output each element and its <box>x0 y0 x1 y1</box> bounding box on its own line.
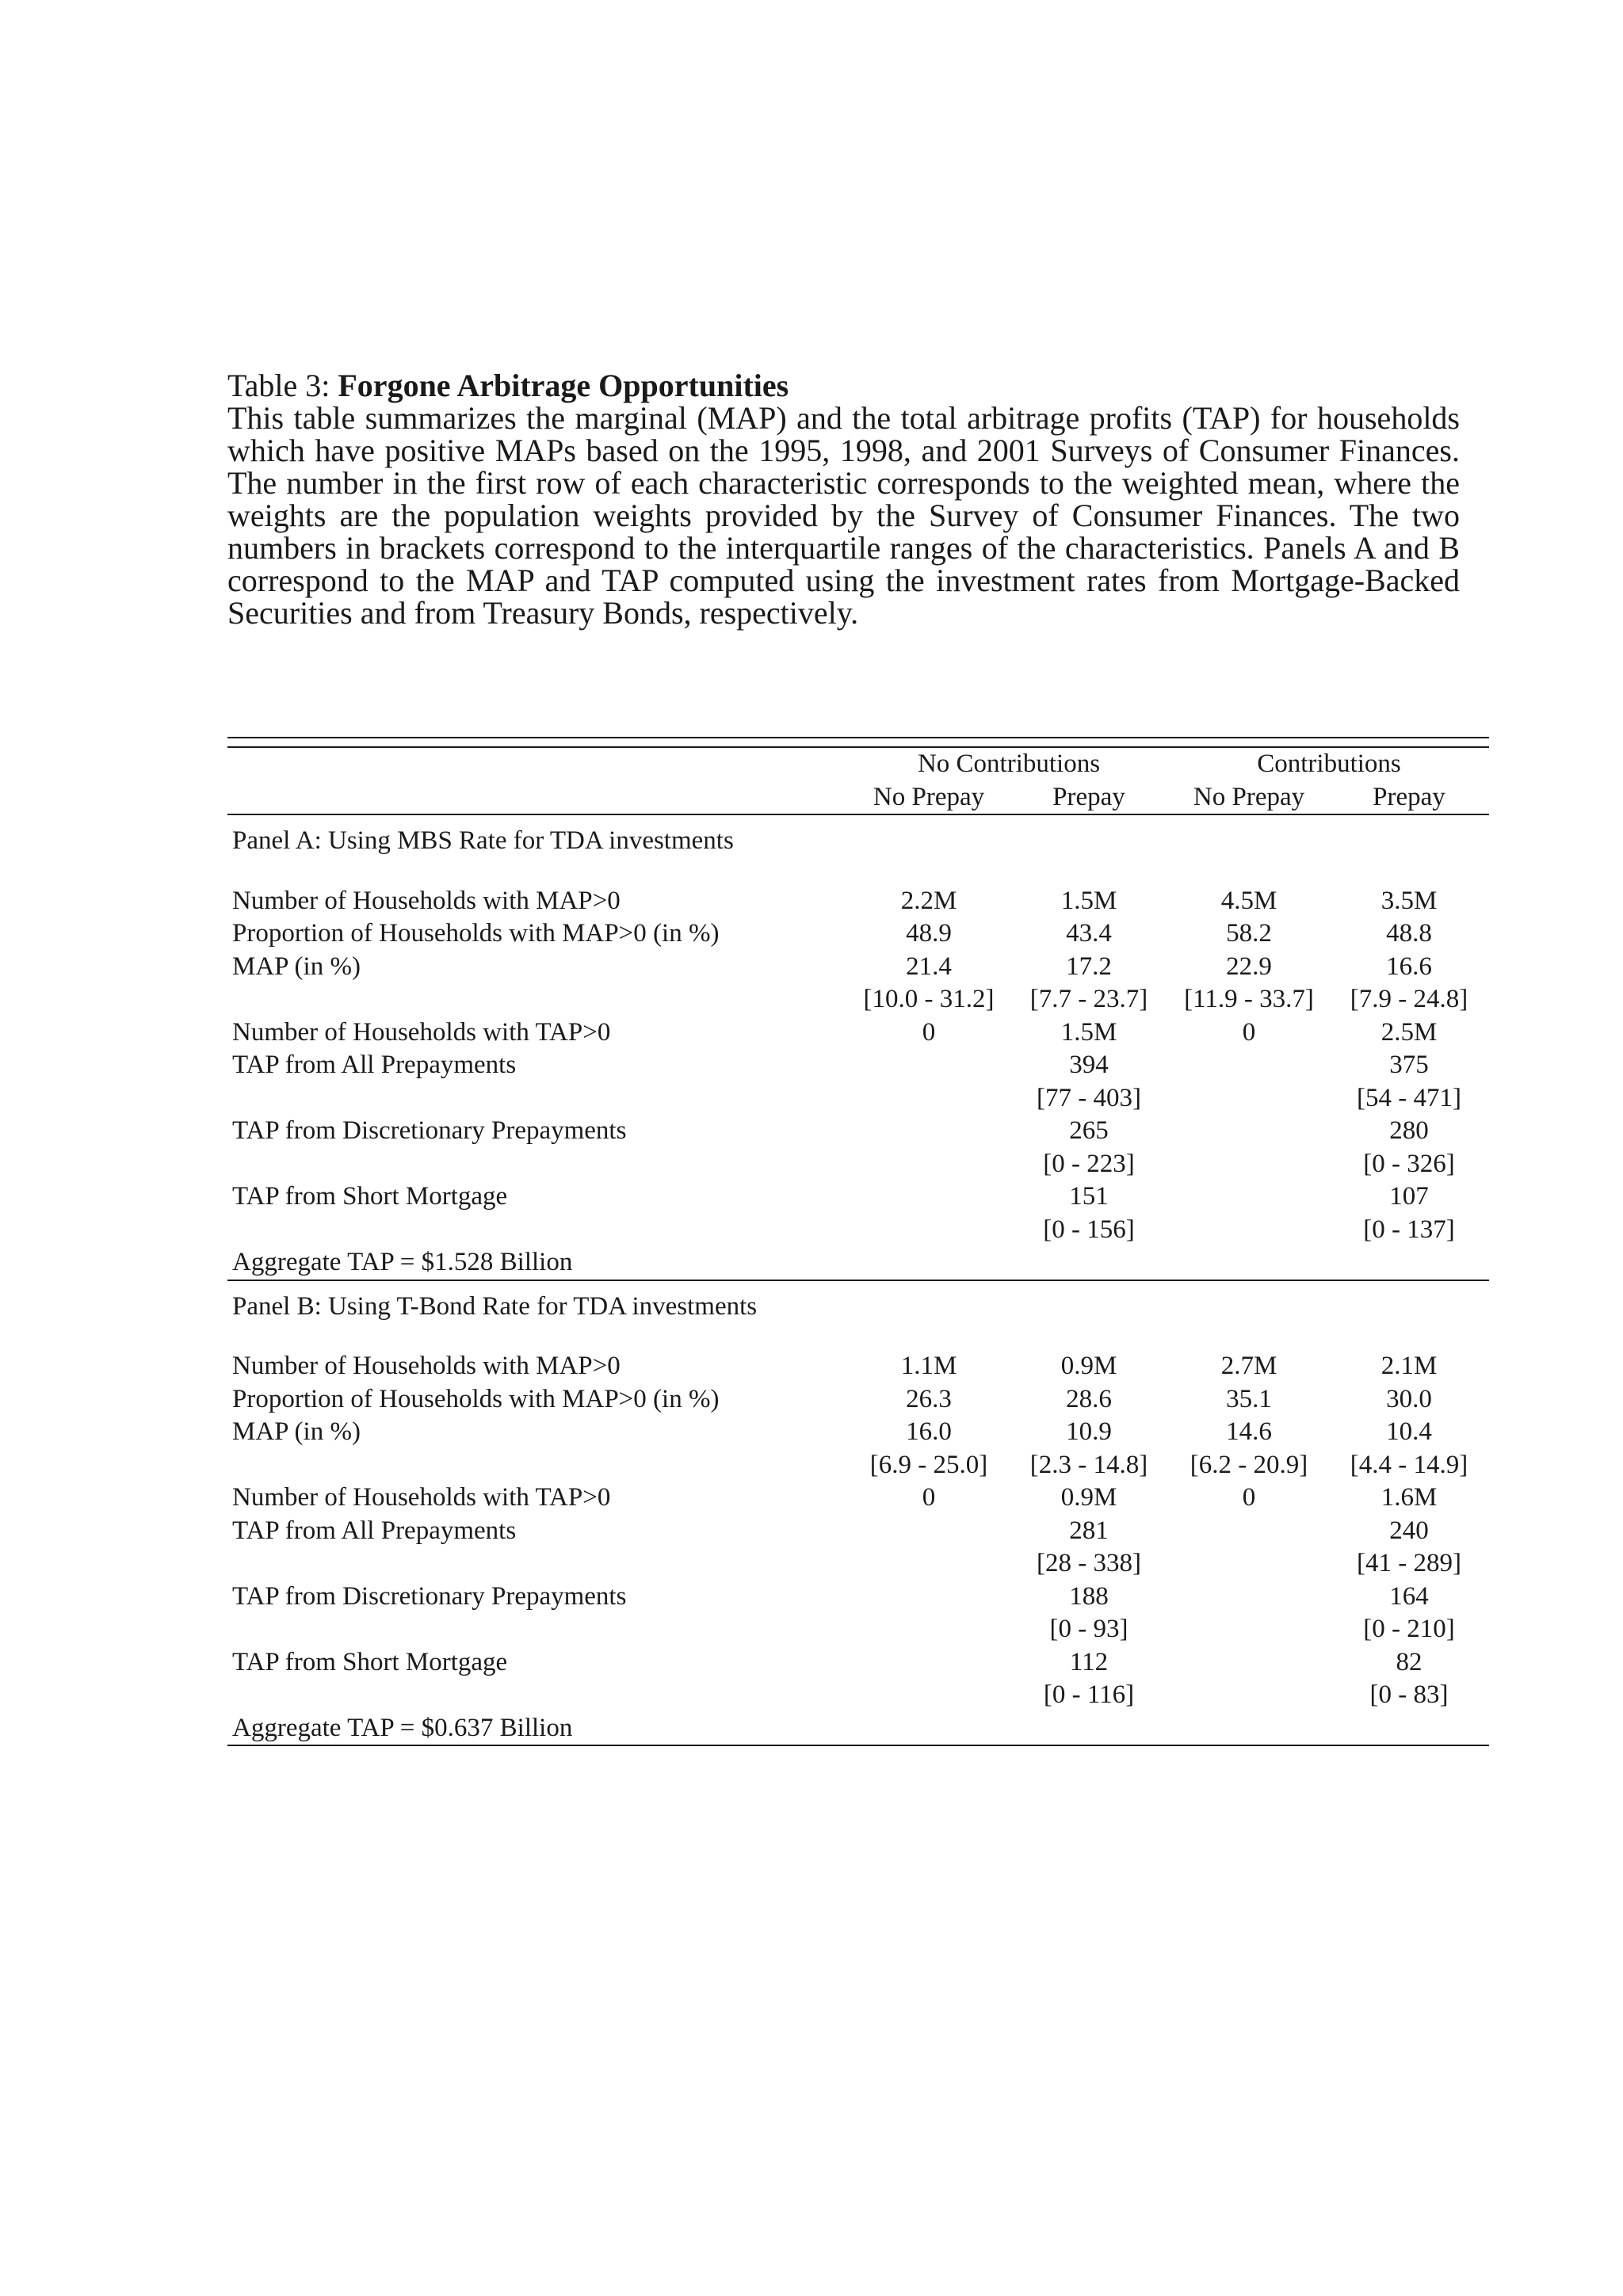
column-header: No Prepay <box>1169 781 1329 815</box>
row-label <box>227 1214 849 1247</box>
table-cell <box>1169 1082 1329 1116</box>
table-row <box>227 951 1489 984</box>
table-cell: 35.1 <box>1226 1384 1272 1413</box>
table-cell: 16.6 <box>1386 952 1432 981</box>
table-row <box>227 1547 1489 1581</box>
table-row <box>227 885 1489 918</box>
table-cell: 10.9 <box>1066 1417 1112 1446</box>
table-cell: 10.4 <box>1386 1417 1432 1446</box>
table-cell <box>1169 1148 1329 1181</box>
table-cell: 2.7M <box>1220 1352 1277 1380</box>
table-cell: 107 <box>1389 1182 1429 1211</box>
table-row <box>227 1449 1489 1482</box>
table-cell: [28 - 338] <box>1037 1549 1141 1577</box>
table-row <box>227 1180 1489 1214</box>
row-label <box>227 1613 849 1646</box>
table-body <box>227 738 1489 1745</box>
table-cell: 16.0 <box>906 1417 952 1446</box>
table-row <box>227 1646 1489 1680</box>
row-label: Proportion of Households with MAP>0 (in %) <box>232 1384 720 1413</box>
arbitrage-table <box>227 737 1489 1746</box>
table-cell: [41 - 289] <box>1357 1549 1461 1577</box>
table-cell: 4.5M <box>1220 886 1277 915</box>
table-cell: 48.8 <box>1386 919 1432 948</box>
row-label: Number of Households with MAP>0 <box>232 886 621 915</box>
table-cell: 1.6M <box>1381 1483 1438 1512</box>
table-cell <box>1169 1679 1329 1712</box>
table-cell: 1.1M <box>900 1352 957 1380</box>
table-cell <box>849 1613 1009 1646</box>
row-label: TAP from All Prepayments <box>232 1516 517 1545</box>
table-cell: [0 - 156] <box>1043 1215 1135 1244</box>
row-label: Proportion of Households with MAP>0 (in %) <box>232 919 720 948</box>
panel-title-row <box>227 814 1489 858</box>
table-cell: 0.9M <box>1060 1483 1117 1512</box>
row-label: MAP (in %) <box>232 952 361 981</box>
table-cell: 0.9M <box>1060 1352 1117 1380</box>
table-row <box>227 1581 1489 1614</box>
table-row <box>227 917 1489 951</box>
table-cell: 82 <box>1396 1647 1423 1676</box>
row-label: TAP from Short Mortgage <box>232 1182 508 1211</box>
table-cell: 394 <box>1069 1051 1109 1079</box>
table-cell: [0 - 83] <box>1369 1680 1449 1709</box>
table-cell: 21.4 <box>906 952 952 981</box>
table-cell: [10.0 - 31.2] <box>863 985 995 1013</box>
panel-title-row <box>227 1280 1489 1324</box>
table-cell <box>849 1646 1009 1680</box>
table-cell: [7.9 - 24.8] <box>1350 985 1468 1013</box>
table-cell: [0 - 137] <box>1363 1215 1455 1244</box>
table-cell: [2.3 - 14.8] <box>1029 1450 1148 1479</box>
table-cell: 188 <box>1069 1581 1109 1611</box>
table-row <box>227 1016 1489 1050</box>
table-cell: 2.2M <box>900 886 957 915</box>
table-row <box>227 1082 1489 1116</box>
table-cell <box>1169 1581 1329 1614</box>
table-cell <box>849 1214 1009 1247</box>
table-cell: 164 <box>1389 1581 1429 1611</box>
table-cell: 0 <box>922 1483 936 1512</box>
table-cell <box>849 1082 1009 1116</box>
table-cell: [6.2 - 20.9] <box>1190 1450 1308 1479</box>
panel-title: Panel B: Using T-Bond Rate for TDA investments <box>232 1291 758 1321</box>
table-row <box>227 1482 1489 1515</box>
table-cell <box>1169 1180 1329 1214</box>
table-cell: 265 <box>1069 1116 1109 1145</box>
table-row <box>227 1214 1489 1247</box>
table-cell: 2.5M <box>1381 1017 1438 1047</box>
table-cell <box>849 1148 1009 1181</box>
table-cell: [11.9 - 33.7] <box>1184 985 1314 1013</box>
table-cell: 17.2 <box>1066 952 1112 981</box>
table-cell <box>849 1581 1009 1614</box>
row-label <box>227 1679 849 1712</box>
table-cell <box>849 1180 1009 1214</box>
table-cell <box>849 1515 1009 1548</box>
table-row <box>227 1679 1489 1712</box>
table-cell: 14.6 <box>1226 1417 1272 1446</box>
row-label: TAP from All Prepayments <box>232 1051 517 1079</box>
table-cell: 26.3 <box>906 1384 952 1413</box>
table-cell: [0 - 210] <box>1363 1615 1455 1643</box>
group-header-contributions: Contributions <box>1257 749 1401 778</box>
row-label: TAP from Discretionary Prepayments <box>232 1116 627 1145</box>
table-row <box>227 1416 1489 1449</box>
table-cell <box>1169 1515 1329 1548</box>
group-header-no-contributions: No Contributions <box>917 749 1101 778</box>
table-cell <box>1169 1115 1329 1148</box>
table-cell: [7.7 - 23.7] <box>1029 985 1148 1013</box>
table-cell: 375 <box>1389 1051 1429 1079</box>
table-cell: 281 <box>1069 1516 1109 1545</box>
table-cell: [0 - 93] <box>1049 1615 1128 1643</box>
aggregate-row <box>227 1246 1489 1280</box>
table-row <box>227 1115 1489 1148</box>
group-header-row <box>227 747 1489 781</box>
table-cell: 3.5M <box>1381 886 1438 915</box>
caption-title-line <box>227 369 1460 402</box>
table-cell <box>849 1115 1009 1148</box>
panel-spacer <box>227 1323 1489 1350</box>
table-row <box>227 1350 1489 1383</box>
table-cell: 112 <box>1069 1647 1109 1676</box>
table-cell: 0 <box>1242 1483 1256 1512</box>
column-header: Prepay <box>1009 781 1169 815</box>
row-label: MAP (in %) <box>232 1417 361 1446</box>
caption-text: This table summarizes the marginal (MAP) and the total arbitrage profits (TAP) for households which have positive MAPs based on the 1995, 1998, and 2001 Surveys of Consumer Finances. The number in the first row of each characteristic corresponds to the weighted mean, where the weights are the population weights provided by the Survey of Consumer Finances. The two numbers in brackets correspond to the interquartile ranges of the characteristics. Panels A and B correspond to the MAP and TAP computed using the investment rates from Mortgage-Backed Securities and from Treasury Bonds, respectively. <box>227 400 1460 631</box>
row-label: Number of Households with MAP>0 <box>232 1352 621 1380</box>
table-cell: 22.9 <box>1226 952 1272 981</box>
row-label: Number of Households with TAP>0 <box>232 1017 611 1047</box>
table-row <box>227 983 1489 1016</box>
column-header-row <box>227 781 1489 815</box>
aggregate-row <box>227 1712 1489 1746</box>
table-row <box>227 1049 1489 1082</box>
table-cell: 0 <box>922 1017 936 1047</box>
table-row <box>227 1148 1489 1181</box>
table-row <box>227 1613 1489 1646</box>
table-cell: 151 <box>1069 1182 1109 1211</box>
table-cell: [54 - 471] <box>1357 1083 1461 1112</box>
row-label <box>227 1449 849 1482</box>
table-cell: [0 - 223] <box>1043 1149 1135 1178</box>
table-cell <box>1169 1547 1329 1581</box>
table-cell <box>1169 1214 1329 1247</box>
column-header: No Prepay <box>849 781 1009 815</box>
table-cell: 1.5M <box>1060 886 1117 915</box>
row-label: TAP from Short Mortgage <box>232 1647 508 1676</box>
table-title: Forgone Arbitrage Opportunities <box>338 368 789 403</box>
table-cell <box>1169 1646 1329 1680</box>
table-cell <box>1169 1613 1329 1646</box>
panel-spacer <box>227 858 1489 885</box>
table-cell <box>849 1049 1009 1082</box>
table-cell: [0 - 116] <box>1043 1680 1135 1709</box>
table-row <box>227 1515 1489 1548</box>
table-cell: 58.2 <box>1226 919 1272 948</box>
table-cell <box>1169 1049 1329 1082</box>
table-cell: 43.4 <box>1066 919 1112 948</box>
panel-title: Panel A: Using MBS Rate for TDA investments <box>232 826 734 855</box>
row-label <box>227 1547 849 1581</box>
table-cell: [6.9 - 25.0] <box>869 1450 988 1479</box>
row-label <box>227 1082 849 1116</box>
table-cell: 28.6 <box>1066 1384 1112 1413</box>
aggregate-tap: Aggregate TAP = $1.528 Billion <box>227 1246 1489 1280</box>
table-cell: [4.4 - 14.9] <box>1350 1450 1468 1479</box>
top-rule <box>227 738 1489 747</box>
table-row <box>227 1383 1489 1417</box>
table-number: Table 3: <box>227 368 330 403</box>
table-cell: 240 <box>1389 1516 1429 1545</box>
table-cell <box>849 1547 1009 1581</box>
table-cell: 48.9 <box>906 919 952 948</box>
table-cell: 1.5M <box>1060 1017 1117 1047</box>
table-cell <box>849 1679 1009 1712</box>
row-label <box>227 983 849 1016</box>
row-label: Number of Households with TAP>0 <box>232 1483 611 1512</box>
table-cell: 30.0 <box>1386 1384 1432 1413</box>
table-caption <box>227 369 1460 629</box>
table-cell: 0 <box>1242 1017 1256 1047</box>
table-cell: 2.1M <box>1381 1352 1438 1380</box>
table-cell: [0 - 326] <box>1363 1149 1455 1178</box>
column-header: Prepay <box>1329 781 1489 815</box>
table-cell: 280 <box>1389 1116 1429 1145</box>
row-label <box>227 1148 849 1181</box>
table-cell: [77 - 403] <box>1037 1083 1141 1112</box>
aggregate-tap: Aggregate TAP = $0.637 Billion <box>227 1712 1489 1746</box>
row-label: TAP from Discretionary Prepayments <box>232 1581 627 1611</box>
